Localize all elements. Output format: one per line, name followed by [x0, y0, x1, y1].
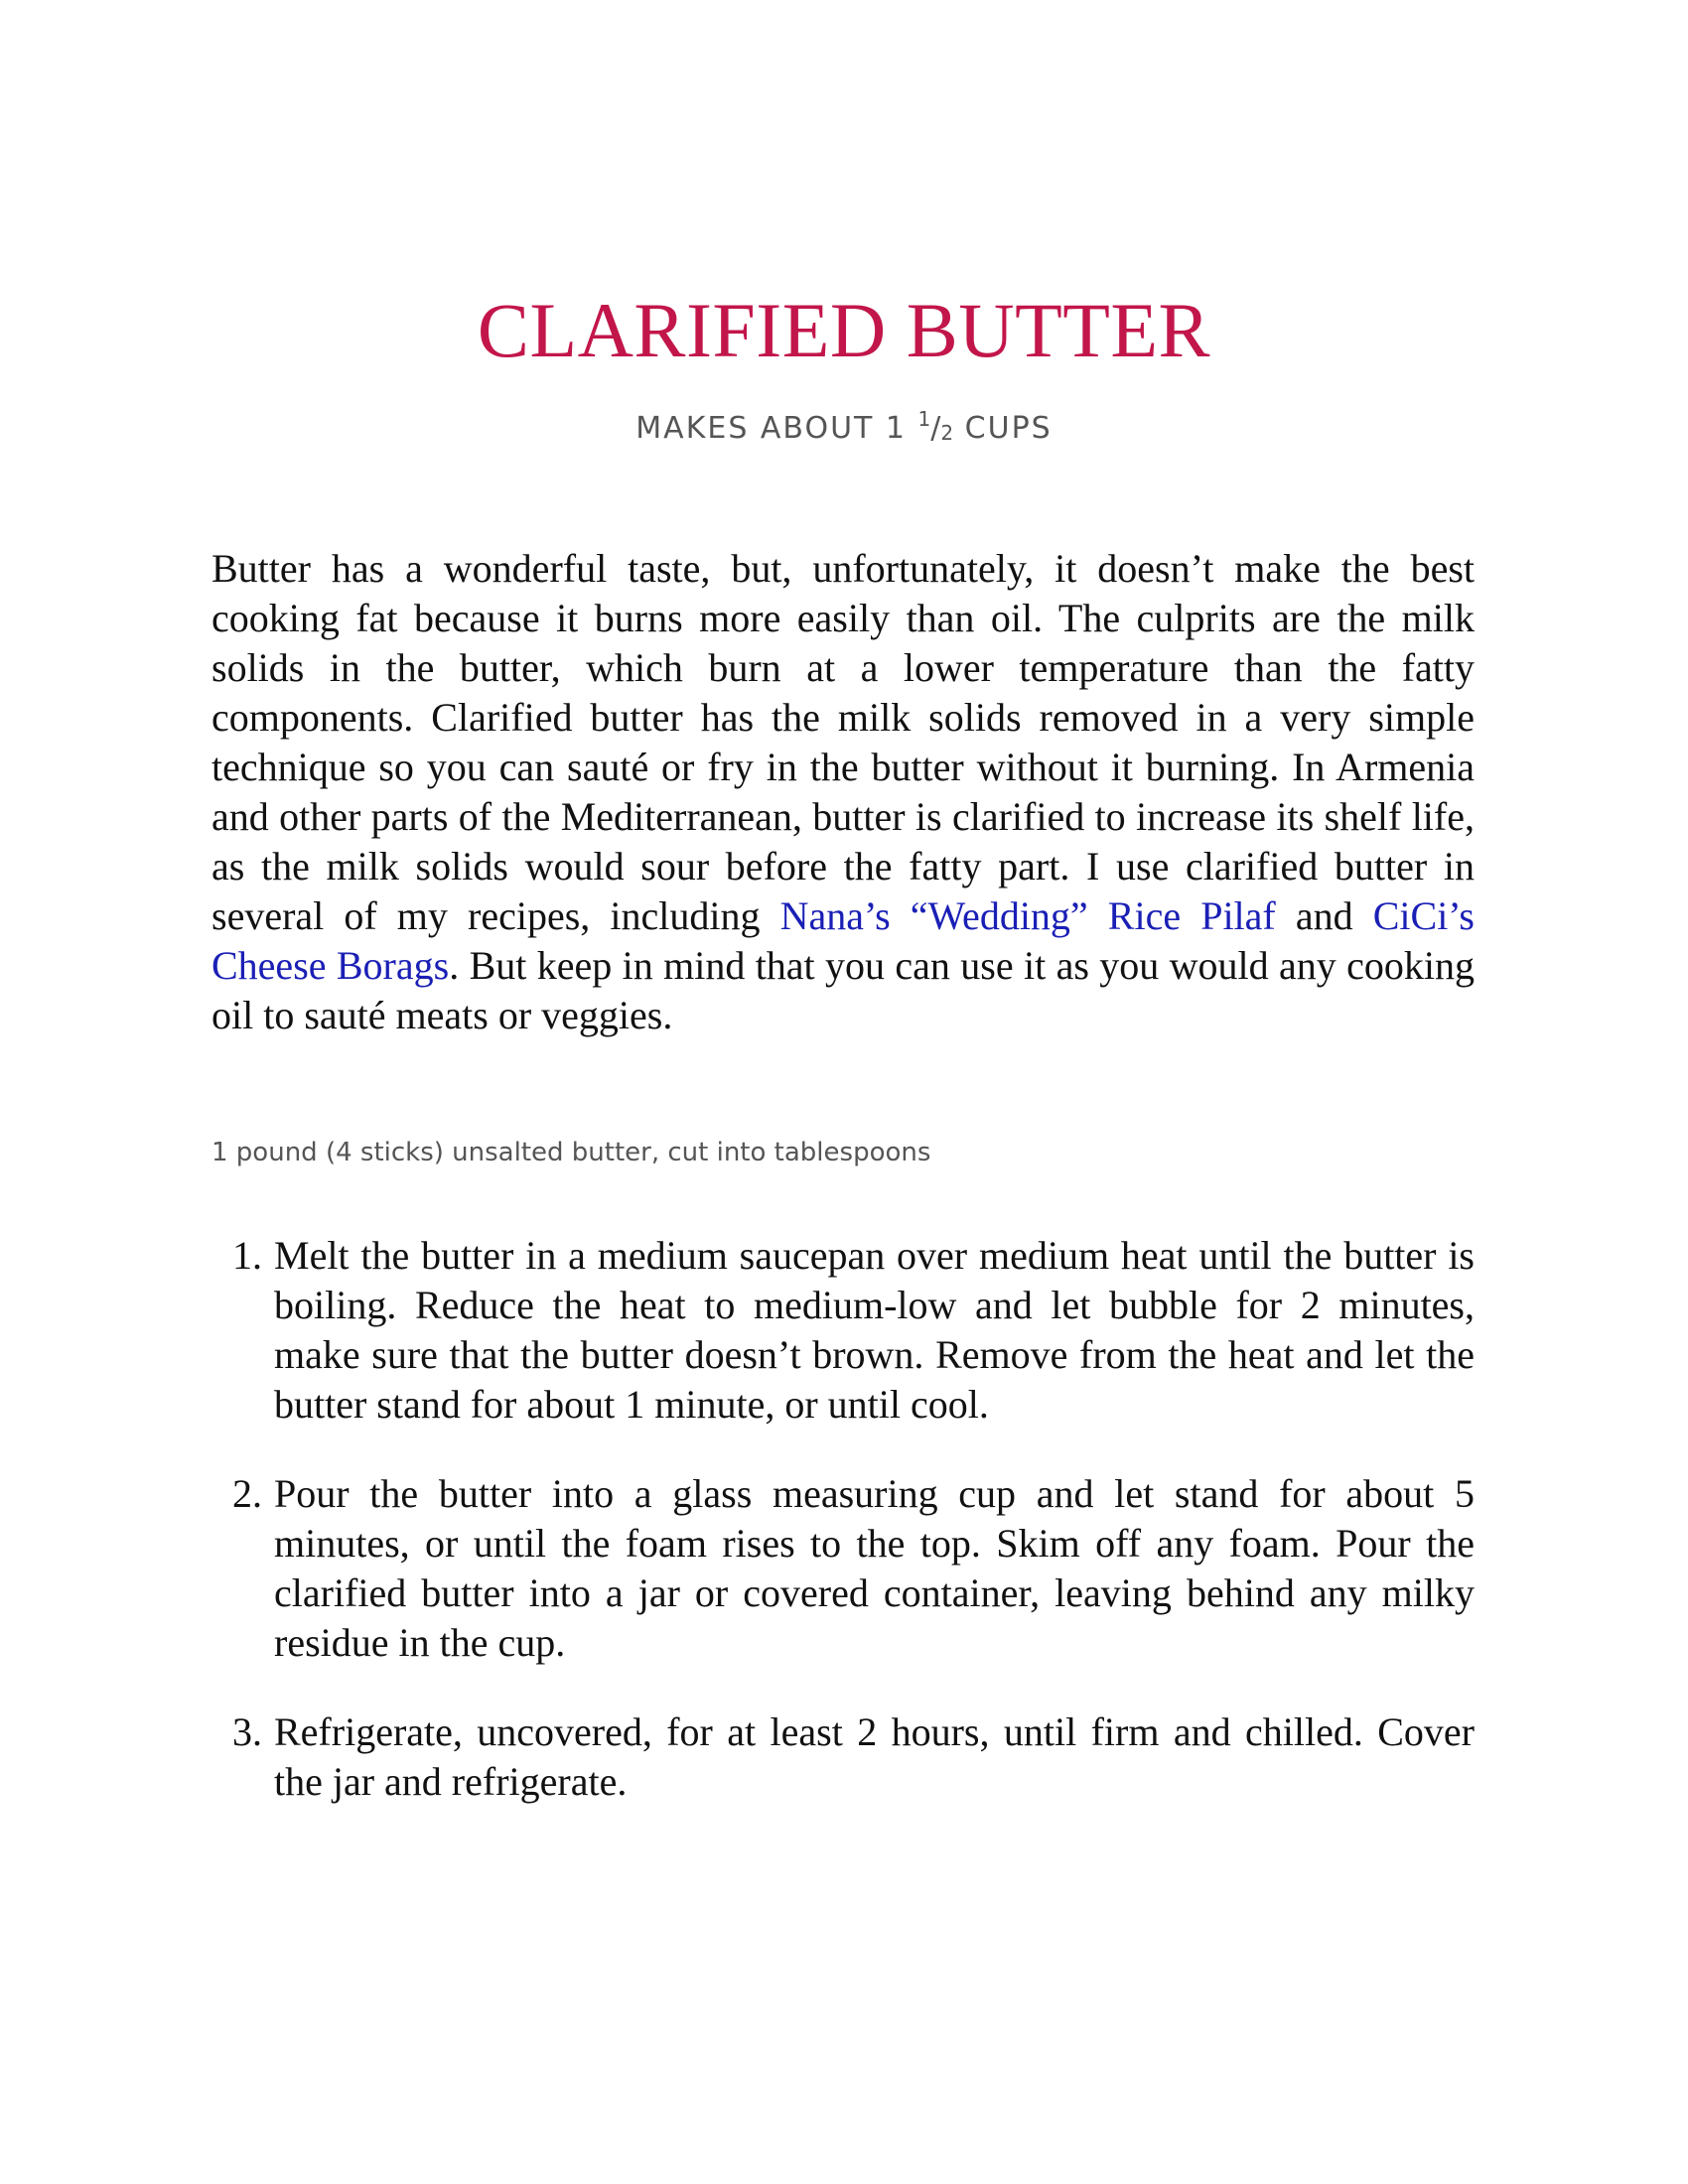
- step-number: 1.: [232, 1233, 262, 1278]
- recipe-step-2: [232, 1469, 1475, 1668]
- step-text: Melt the butter in a medium saucepan over medium heat until the butter is boiling. Reduce the heat to medium-low and let bubble for 2 minutes, make sure that the butter doesn’t brown. Remove from the heat and let the butter stand for about 1 minute, or until cool.: [274, 1233, 1475, 1427]
- cheese-borags-link[interactable]: CiCi’s Cheese Borags: [211, 893, 1475, 988]
- recipe-step-1: [232, 1231, 1475, 1430]
- recipe-title: CLARIFIED BUTTER: [477, 287, 1211, 373]
- yield-fraction-denominator: 2: [940, 421, 954, 445]
- recipe-step-3: [232, 1707, 1475, 1807]
- intro-text-1: Butter has a wonderful taste, but, unfortunately, it doesn’t make the best cooking fat because it burns more easily than oil. The culprits are the milk solids in the butter, which burn at a lower temperature than the fatty components. Clarified butter has the milk solids removed in a very simple technique so you can sauté or fry in the butter without it burning. In Armenia and other parts of the Mediterranean, butter is clarified to increase its shelf life, as the milk solids would sour before the fatty part. I use clarified butter in several of my recipes, including: [211, 546, 1475, 938]
- step-text: Pour the butter into a glass measuring cup and let stand for about 5 minutes, or until the foam rises to the top. Skim off any foam. Pour the clarified butter into a jar or covered container, leaving behind any milky residue in the cup.: [274, 1471, 1475, 1665]
- step-text: Refrigerate, uncovered, for at least 2 hours, until firm and chilled. Cover the jar and refrigerate.: [274, 1709, 1475, 1804]
- yield-suffix: CUPS: [953, 411, 1053, 446]
- yield-fraction-slash: /: [930, 411, 941, 446]
- recipe-intro: [211, 544, 1475, 1040]
- intro-text-3: . But keep in mind that you can use it as you would any cooking oil to sauté meats or veggies.: [211, 943, 1475, 1037]
- yield-prefix: MAKES ABOUT 1: [635, 411, 918, 446]
- step-number: 3.: [232, 1709, 262, 1754]
- ingredient-item: 1 pound (4 sticks) unsalted butter, cut into tablespoons: [211, 1138, 931, 1167]
- recipe-steps: [232, 1231, 1475, 1846]
- intro-text-2: and: [1275, 893, 1373, 938]
- rice-pilaf-link[interactable]: Nana’s “Wedding” Rice Pilaf: [779, 893, 1276, 938]
- recipe-yield: [0, 399, 1688, 453]
- step-number: 2.: [232, 1471, 262, 1516]
- yield-fraction-numerator: 1: [917, 407, 931, 431]
